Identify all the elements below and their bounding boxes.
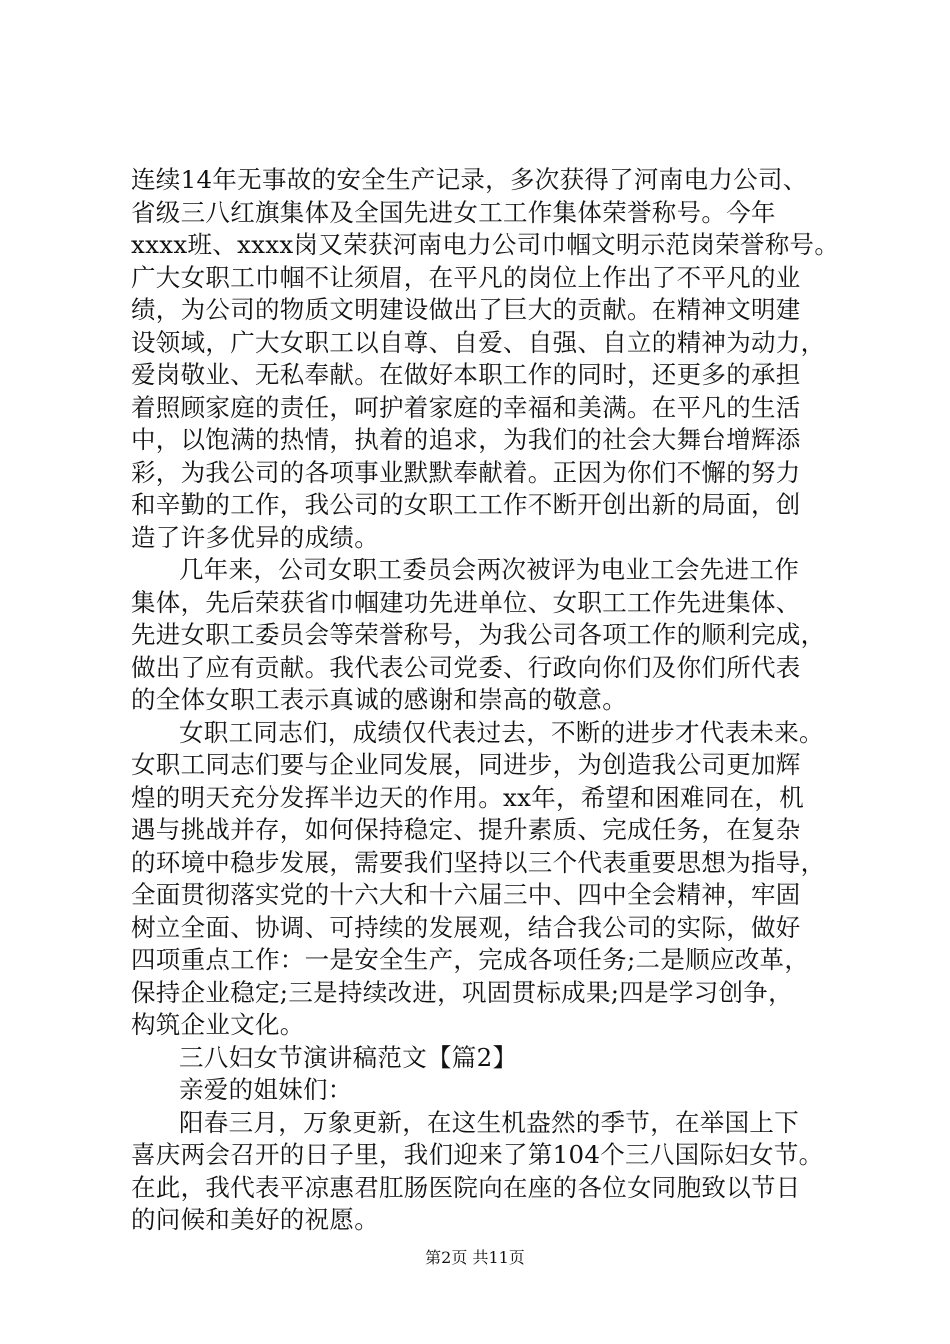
text-line: 省级三八红旗集体及全国先进女工工作集体荣誉称号。今年 [131,197,776,227]
text-line: 树立全面、协调、可持续的发展观，结合我公司的实际，做好 [131,912,801,942]
text-line: 中，以饱满的热情，执着的追求，为我们的社会大舞台增辉添 [131,425,801,454]
text-line: 阳春三月，万象更新，在这生机盎然的季节，在举国上下 [179,1107,799,1137]
text-line: 连续14年无事故的安全生产记录，多次获得了河南电力公司、 [131,165,808,194]
text-line: 女职工同志们要与企业同发展，同进步，为创造我公司更加辉 [131,750,801,779]
text-line: 几年来，公司女职工委员会两次被评为电业工会先进工作 [179,555,799,584]
text-line: 广大女职工巾帼不让须眉，在平凡的岗位上作出了不平凡的业 [131,262,801,292]
text-line: 造了许多优异的成绩。 [131,522,379,552]
text-line: 做出了应有贡献。我代表公司党委、行政向你们及你们所代表 [131,652,801,682]
text-line: 设领域，广大女职工以自尊、自爱、自强、自立的精神为动力， [131,327,826,357]
text-line: 爱岗敬业、无私奉献。在做好本职工作的同时，还更多的承担 [131,360,801,389]
text-line: 煌的明天充分发挥半边天的作用。xx年，希望和困难同在，机 [131,782,805,812]
text-line: 彩，为我公司的各项事业默默奉献着。正因为你们不懈的努力 [131,457,801,487]
text-line: 和辛勤的工作，我公司的女职工工作不断开创出新的局面，创 [131,490,801,519]
text-line: 的全体女职工表示真诚的感谢和崇高的敬意。 [131,685,627,714]
text-line: 先进女职工委员会等荣誉称号，为我公司各项工作的顺利完成， [131,620,826,649]
text-line: 的问候和美好的祝愿。 [131,1205,379,1234]
document-body [131,164,840,1237]
text-line: 亲爱的姐妹们： [179,1075,353,1104]
text-line: 四项重点工作：一是安全生产，完成各项任务;二是顺应改革， [131,945,810,974]
text-line: 三八妇女节演讲稿范文【篇2】 [179,1042,518,1072]
text-line: 绩，为公司的物质文明建设做出了巨大的贡献。在精神文明建 [131,295,801,324]
text-line: 保持企业稳定;三是持续改进，巩固贯标成果;四是学习创争， [131,977,793,1007]
text-line: 着照顾家庭的责任，呵护着家庭的幸福和美满。在平凡的生活 [131,392,801,422]
text-line: 集体，先后荣获省巾帼建功先进单位、女职工工作先进集体、 [131,587,801,617]
text-line: 女职工同志们，成绩仅代表过去，不断的进步才代表未来。 [179,717,824,747]
text-line: 喜庆两会召开的日子里，我们迎来了第104个三八国际妇女节。 [131,1140,824,1169]
text-line: 在此，我代表平凉惠君肛肠医院向在座的各位女同胞致以节日 [131,1172,801,1202]
text-line: 遇与挑战并存，如何保持稳定、提升素质、完成任务，在复杂 [131,815,801,844]
text-line: xxxx班、xxxx岗又荣获河南电力公司巾帼文明示范岗荣誉称号。 [131,230,840,259]
text-line: 全面贯彻落实党的十六大和十六届三中、四中全会精神，牢固 [131,880,801,909]
text-line: 的环境中稳步发展，需要我们坚持以三个代表重要思想为指导， [131,847,826,877]
text-line: 构筑企业文化。 [131,1010,305,1039]
page-footer: 第2页 共11页 [425,1248,525,1267]
